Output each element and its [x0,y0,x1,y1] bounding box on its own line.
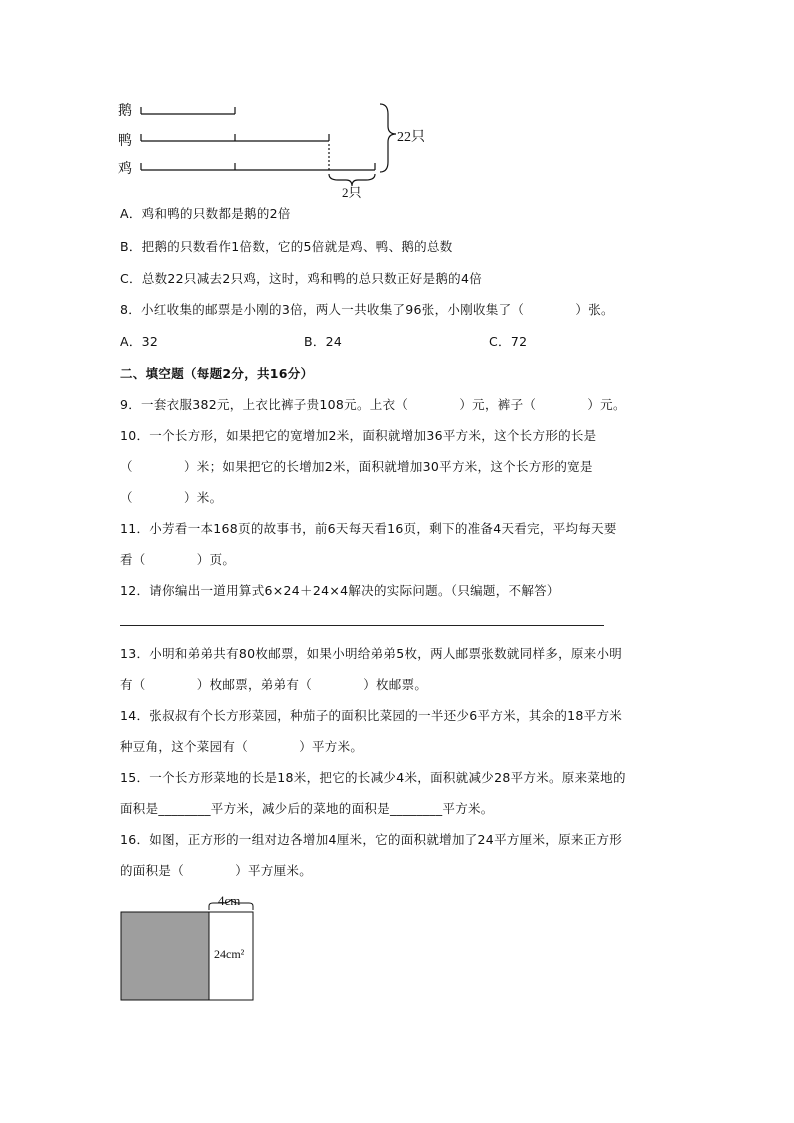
question-16-line2: 的面积是（ ）平方厘米。 [120,863,313,878]
diff-label: 2只 [342,185,362,200]
option-a: A．鸡和鸭的只数都是鹅的2倍 [120,206,291,221]
question-10-line1: 10．一个长方形，如果把它的宽增加2米，面积就增加36平方米，这个长方形的长是 [120,428,597,443]
segment-lines [110,96,440,206]
answer-line [120,625,604,626]
label-chicken: 鸡 [118,162,132,177]
q8-option-c: C．72 [489,334,528,349]
question-10-line3: （ ）米。 [120,490,223,505]
question-13-line2: 有（ ）枚邮票，弟弟有（ ）枚邮票。 [120,677,428,692]
question-11-line2: 看（ ）页。 [120,552,236,567]
label-duck: 鸭 [118,134,132,149]
square-diagram [118,893,268,1005]
question-10-line2: （ ）米；如果把它的长增加2米，面积就增加30平方米，这个长方形的宽是 [120,459,593,474]
square-figure [118,893,268,1005]
question-13-line1: 13．小明和弟弟共有80枚邮票，如果小明给弟弟5枚，两人邮票张数就同样多，原来小明 [120,646,623,661]
question-14-line1: 14．张叔叔有个长方形菜园，种茄子的面积比菜园的一半还少6平方米，其余的18平方米 [120,708,623,723]
question-15-line1: 15．一个长方形菜地的长是18米，把它的长减少4米，面积就减少28平方米。原来菜地的 [120,770,626,785]
label-goose: 鹅 [118,104,132,119]
question-8: 8．小红收集的邮票是小刚的3倍，两人一共收集了96张，小刚收集了（ ）张。 [120,302,614,317]
q8-option-a: A．32 [120,334,159,349]
segment-diagram [110,96,440,206]
question-14-line2: 种豆角，这个菜园有（ ）平方米。 [120,739,364,754]
section-title: 二、填空题（每题2分，共16分） [120,366,314,381]
q8-option-b: B．24 [304,334,343,349]
question-16-line1: 16．如图，正方形的一组对边各增加4厘米，它的面积就增加了24平方厘米，原来正方形 [120,832,623,847]
option-b: B．把鹅的只数看作1倍数，它的5倍就是鸡、鸭、鹅的总数 [120,239,453,254]
question-15-line2: 面积是________平方米，减少后的菜地的面积是________平方米。 [120,801,494,816]
option-c: C．总数22只减去2只鸡，这时，鸡和鸭的总只数正好是鹅的4倍 [120,271,483,286]
question-9: 9．一套衣服382元，上衣比裤子贵108元。上衣（ ）元，裤子（ ）元。 [120,397,626,412]
question-12: 12．请你编出一道用算式6×24＋24×4解决的实际问题。（只编题，不解答） [120,583,560,598]
question-11-line1: 11．小芳看一本168页的故事书，前6天每天看16页，剩下的准备4天看完，平均每天要 [120,521,617,536]
area-label: 24cm² [214,947,245,961]
total-label: 22只 [397,130,425,145]
width-label: 4cm [218,893,241,908]
